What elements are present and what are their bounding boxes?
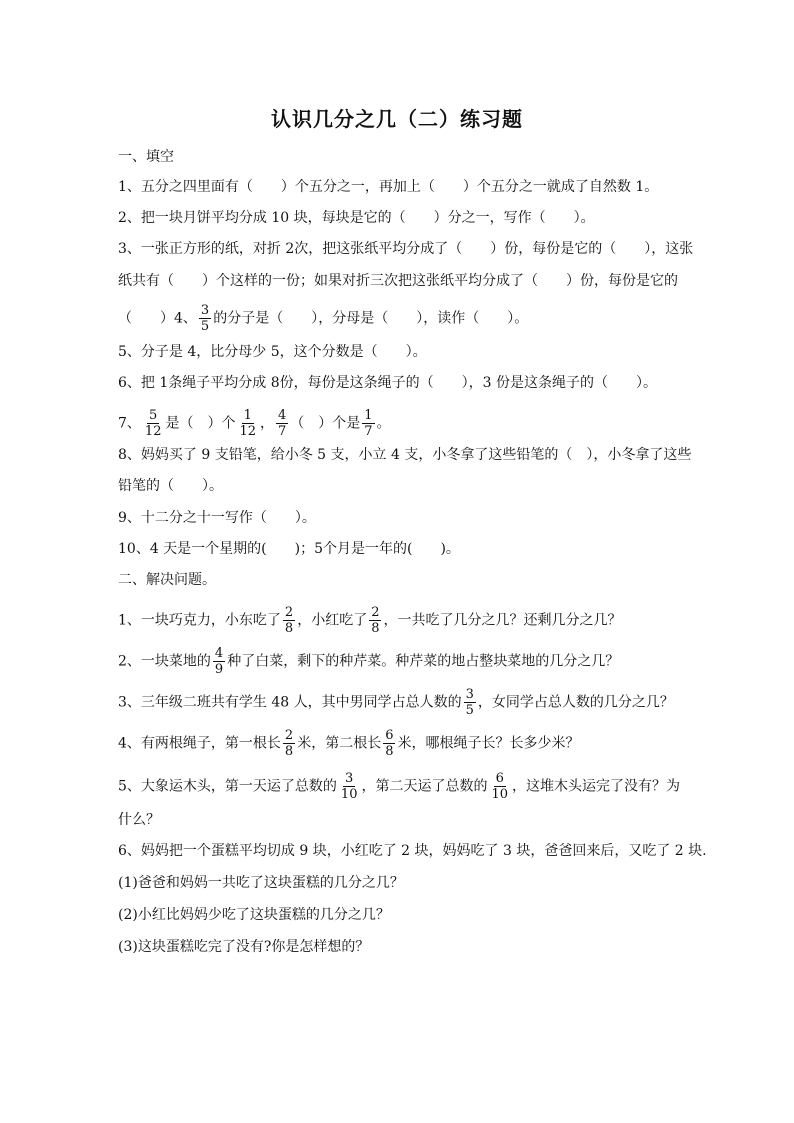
solve-problem-5: [118, 771, 680, 802]
question-text: 的分子是（ ），分母是（ ），读作（ ）。: [213, 310, 529, 327]
question-text: ，小红吃了: [297, 612, 368, 629]
fraction: [464, 687, 476, 718]
fill-question-4: [118, 303, 528, 334]
fraction-numerator: 3: [465, 687, 474, 702]
question-text: ，女同学占总人数的几分之几？: [477, 694, 674, 711]
fraction: [213, 646, 225, 677]
fraction: [339, 771, 360, 802]
question-text: 2、一块菜地的: [118, 653, 211, 670]
fill-question-8-line-2: 铅笔的（ ）。: [118, 478, 223, 494]
solve-problem-2: [118, 646, 619, 677]
fraction-denominator: 8: [371, 621, 380, 636]
fraction-denominator: 8: [385, 744, 394, 759]
question-text: ，第二天运了总数的: [361, 778, 488, 795]
question-text: 种了白菜，剩下的种芹菜。种芹菜的地占整块菜地的几分之几？: [227, 653, 620, 670]
fraction-denominator: 12: [239, 424, 257, 439]
fraction: [383, 728, 395, 759]
section-heading-fill: 一、填空: [118, 149, 174, 165]
question-text: 5、大象运木头，第一天运了总数的: [118, 778, 337, 795]
fraction-denominator: 7: [364, 424, 373, 439]
question-text: 米，第二根长: [297, 735, 382, 752]
fill-question-7: [118, 408, 391, 439]
question-text: 1、一块巧克力，小东吃了: [118, 612, 281, 629]
question-text: 3、三年级二班共有学生 48 人，其中男同学占总人数的: [118, 694, 462, 711]
question-text: 是（ ）个: [165, 415, 236, 432]
fraction: [489, 771, 510, 802]
fraction-denominator: 7: [278, 424, 287, 439]
fraction: [362, 408, 374, 439]
fraction-numerator: 6: [495, 771, 504, 786]
fraction: [369, 605, 381, 636]
fill-question-3-line-1: 3、一张正方形的纸，对折 2次，把这张纸平均分成了（ ）份，每份是它的（ ），这张: [118, 241, 694, 257]
fill-question-5: 5、分子是 4，比分母少 5，这个分数是（ ）。: [118, 344, 427, 360]
fraction: [283, 728, 295, 759]
fraction: [237, 408, 258, 439]
fill-question-1: 1、五分之四里面有（ ）个五分之一，再加上（ ）个五分之一就成了自然数 1。: [118, 179, 659, 195]
fraction-denominator: 5: [465, 703, 474, 718]
solve-problem-1: [118, 605, 621, 636]
fill-question-9: 9、十二分之十一写作（ ）。: [118, 510, 316, 526]
fraction: [283, 605, 295, 636]
fraction-numerator: 2: [284, 605, 294, 620]
fraction-numerator: 6: [385, 728, 394, 743]
fraction-numerator: 4: [214, 646, 224, 661]
solve-problem-6-part-2: (2)小红比妈妈少吃了这块蛋糕的几分之几？: [118, 907, 390, 923]
fraction-numerator: 3: [345, 771, 354, 786]
fraction-numerator: 4: [278, 408, 287, 423]
question-text: ，一共吃了几分之几？还剩几分之几？: [383, 612, 622, 629]
fraction-denominator: 10: [340, 787, 358, 802]
solve-problem-6-part-3: (3)这块蛋糕吃完了没有?你是怎样想的？: [118, 939, 370, 955]
solve-problem-4: [118, 728, 579, 759]
solve-problem-6-part-1: (1)爸爸和妈妈一共吃了这块蛋糕的几分之几？: [118, 875, 404, 891]
question-text: （ ）4、: [118, 310, 197, 327]
fraction-numerator: 1: [364, 408, 373, 423]
fraction-denominator: 10: [491, 787, 509, 802]
fraction: [276, 408, 288, 439]
solve-problem-5-line-2: 什么？: [118, 812, 160, 828]
fill-question-6: 6、把 1条绳子平均分成 8份，每份是这条绳子的（ ），3 份是这条绳子的（ ）。: [118, 375, 657, 391]
fraction-numerator: 5: [149, 408, 158, 423]
fill-question-2: 2、把一块月饼平均分成 10 块，每块是它的（ ）分之一，写作（ ）。: [118, 210, 595, 226]
question-text: 4、有两根绳子，第一根长: [118, 735, 281, 752]
fraction-numerator: 3: [200, 303, 210, 318]
solve-problem-6: 6、妈妈把一个蛋糕平均切成 9 块，小红吃了 2 块，妈妈吃了 3 块，爸爸回来后，又吃了 2 块.: [118, 843, 707, 859]
fraction-denominator: 9: [214, 662, 224, 677]
fraction-denominator: 8: [284, 744, 294, 759]
fraction: [199, 303, 211, 334]
fraction-numerator: 1: [243, 408, 252, 423]
question-text: 米，哪根绳子长？长多少米？: [397, 735, 580, 752]
fraction-numerator: 2: [284, 728, 294, 743]
question-text: ，这堆木头运完了没有？为: [512, 778, 681, 795]
fill-question-8-line-1: 8、妈妈买了 9 支铅笔，给小冬 5 支，小立 4 支，小冬拿了这些铅笔的（ ），小冬拿了这些: [118, 447, 692, 463]
fraction: [143, 408, 164, 439]
fill-question-10: 10、4 天是一个星期的( )；5个月是一年的( )。: [118, 541, 460, 557]
section-heading-solve: 二、解决问题。: [118, 572, 216, 588]
solve-problem-3: [118, 687, 674, 718]
question-text: ，: [260, 415, 275, 432]
fill-question-3-line-2: 纸共有（ ）个这样的一份；如果对折三次把这张纸平均分成了（ ）份，每份是它的: [118, 273, 678, 289]
page-title: 认识几分之几（二）练习题: [271, 107, 523, 131]
fraction-denominator: 12: [144, 424, 162, 439]
question-text: （ ）个是: [290, 415, 361, 432]
fraction-numerator: 2: [371, 605, 380, 620]
question-text: 。: [376, 415, 391, 432]
fraction-denominator: 5: [200, 319, 210, 334]
fraction-denominator: 8: [284, 621, 294, 636]
question-text: 7、: [118, 415, 141, 432]
